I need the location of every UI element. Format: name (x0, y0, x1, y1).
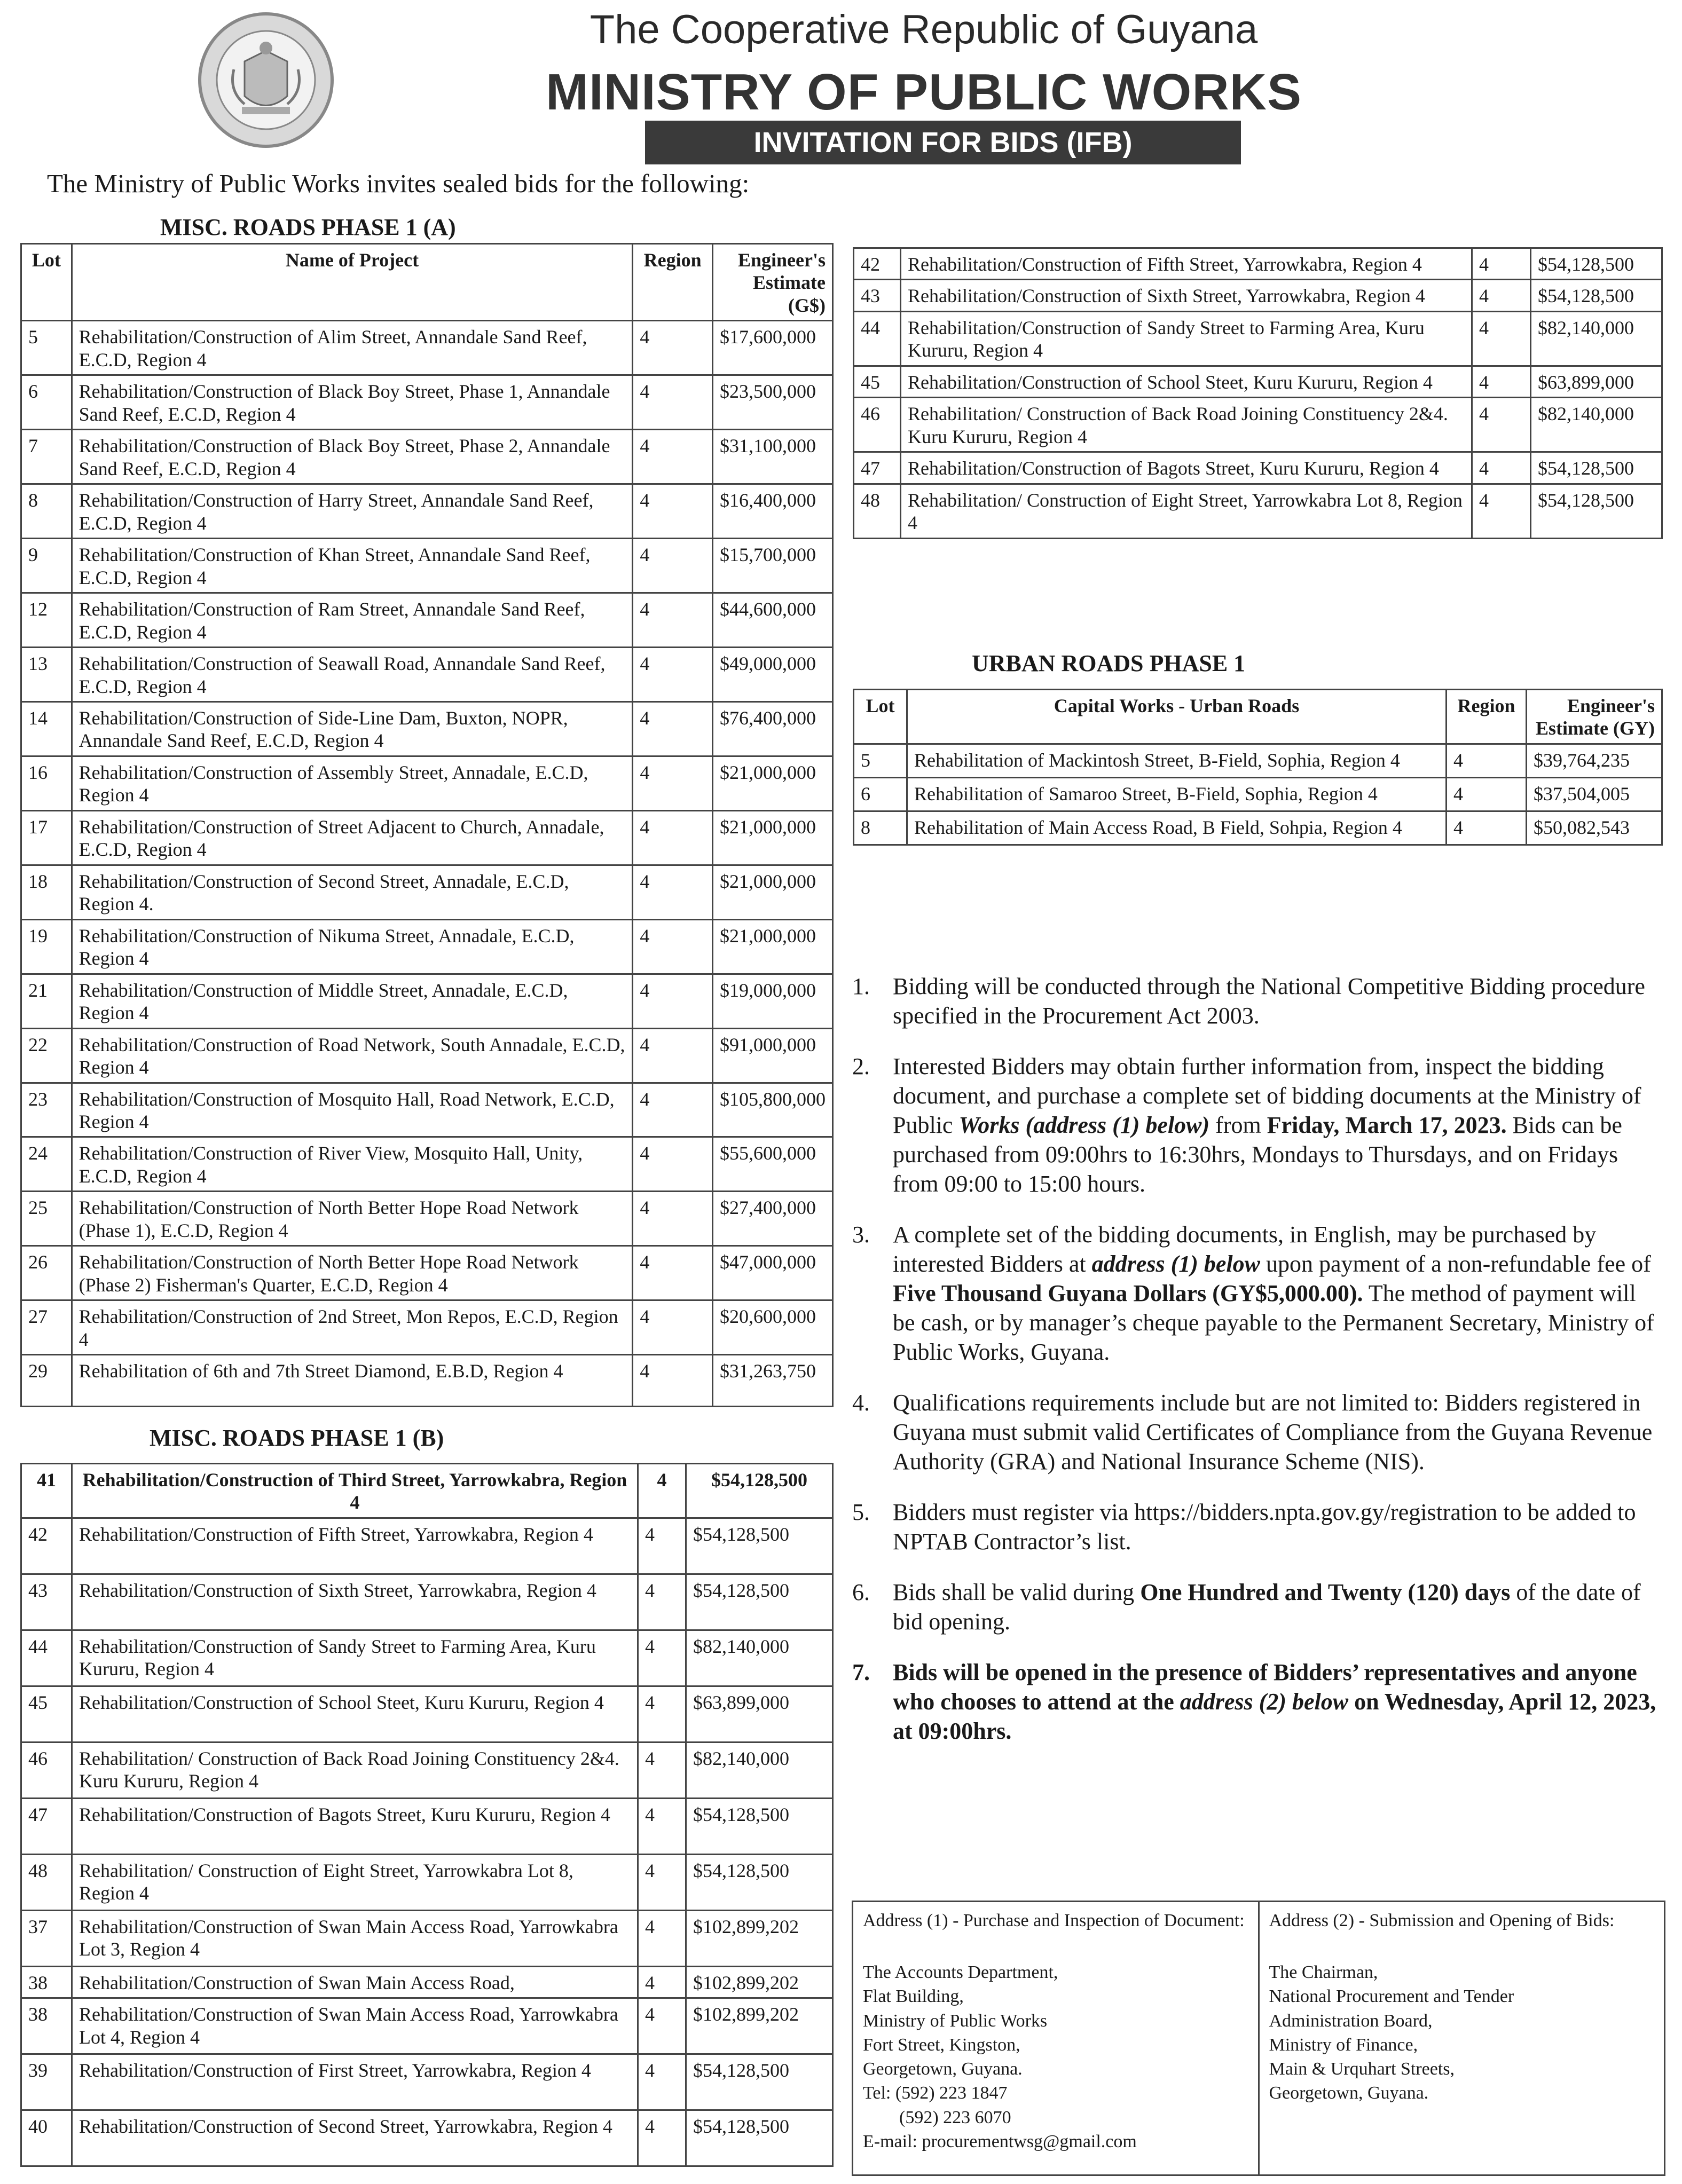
note-text (893, 1220, 1659, 1367)
phase-b-table (20, 1463, 834, 2167)
estimate-cell: $44,600,000 (713, 593, 833, 648)
project-cell: Rehabilitation/Construction of 2nd Street, Mon Repos, E.C.D, Region 4 (72, 1300, 633, 1355)
address-line: Fort Street, Kingston, (863, 2035, 1020, 2055)
region-cell: 4 (1447, 811, 1527, 845)
estimate-cell: $15,700,000 (713, 539, 833, 593)
region-cell: 4 (633, 1355, 713, 1407)
note-text-part: Works (address (1) below) (958, 1112, 1210, 1138)
address-line: The Accounts Department, (863, 1962, 1058, 1983)
region-cell: 4 (633, 321, 713, 375)
estimate-cell: $31,263,750 (713, 1355, 833, 1407)
lot-cell: 27 (21, 1300, 72, 1355)
note-text-part: Friday, March 17, 2023. (1267, 1112, 1507, 1138)
project-cell: Rehabilitation/Construction of Assembly Street, Annadale, E.C.D, Region 4 (72, 756, 633, 810)
region-cell: 4 (638, 1518, 686, 1574)
estimate-cell: $54,128,500 (686, 1854, 833, 1910)
estimate-cell: $20,600,000 (713, 1300, 833, 1355)
estimate-cell: $54,128,500 (1531, 484, 1662, 538)
table-row (21, 593, 833, 648)
lot-cell: 14 (21, 701, 72, 756)
estimate-cell: $19,000,000 (713, 974, 833, 1028)
lot-cell: 45 (21, 1686, 72, 1742)
project-cell: Rehabilitation/Construction of School Steet, Kuru Kururu, Region 4 (72, 1686, 638, 1742)
table-row (21, 1742, 833, 1798)
address-line: The Chairman, (1269, 1962, 1378, 1983)
project-cell: Rehabilitation/Construction of Bagots Street, Kuru Kururu, Region 4 (901, 452, 1472, 484)
estimate-cell: $54,128,500 (686, 1798, 833, 1854)
region-cell: 4 (638, 1998, 686, 2054)
region-cell: 4 (638, 1686, 686, 1742)
table-row (21, 539, 833, 593)
address-line: (592) 223 6070 (863, 2107, 1011, 2127)
region-cell: 4 (633, 1137, 713, 1192)
lot-cell: 23 (21, 1083, 72, 1137)
table-row (21, 1798, 833, 1854)
address-line: Main & Urquhart Streets, (1269, 2059, 1455, 2079)
lot-cell: 25 (21, 1192, 72, 1246)
table-row (854, 248, 1662, 280)
region-cell: 4 (638, 1910, 686, 1966)
table-row (21, 974, 833, 1028)
note-item (852, 1658, 1659, 1746)
note-number: 7. (852, 1659, 870, 1685)
project-cell: Rehabilitation/Construction of River View, Mosquito Hall, Unity, E.C.D, Region 4 (72, 1137, 633, 1192)
region-cell: 4 (1472, 398, 1531, 452)
lot-cell: 12 (21, 593, 72, 648)
region-cell: 4 (633, 1246, 713, 1300)
lot-cell: 38 (21, 1966, 72, 1998)
estimate-cell: $105,800,000 (713, 1083, 833, 1137)
table-row (854, 777, 1662, 811)
project-cell: Rehabilitation/ Construction of Back Road Joining Constituency 2&4. Kuru Kururu, Region 4 (901, 398, 1472, 452)
region-cell: 4 (1447, 744, 1527, 777)
region-cell: 4 (633, 484, 713, 539)
table-row (21, 865, 833, 919)
lot-cell: 46 (21, 1742, 72, 1798)
table-row (21, 919, 833, 974)
region-cell: 4 (638, 1798, 686, 1854)
lot-cell: 47 (854, 452, 901, 484)
region-cell: 4 (1472, 311, 1531, 366)
col-project-header: Name of Project (72, 244, 633, 321)
lot-cell: 43 (21, 1574, 72, 1630)
note-text (893, 1497, 1659, 1556)
lot-cell: 42 (21, 1518, 72, 1574)
project-cell: Rehabilitation/Construction of Harry Street, Annandale Sand Reef, E.C.D, Region 4 (72, 484, 633, 539)
note-text (893, 1388, 1659, 1476)
lot-cell: 5 (854, 744, 907, 777)
table-row (21, 1518, 833, 1574)
estimate-cell: $55,600,000 (713, 1137, 833, 1192)
estimate-cell: $82,140,000 (686, 1742, 833, 1798)
note-text-part: from (1209, 1112, 1267, 1138)
address-line: National Procurement and Tender (1269, 1986, 1514, 2007)
note-text (893, 1052, 1659, 1199)
col-lot-header: Lot (21, 244, 72, 321)
estimate-cell: $50,082,543 (1527, 811, 1662, 845)
col-estimate-header: Engineer's Estimate (GY) (1527, 690, 1662, 744)
project-cell: Rehabilitation of Mackintosh Street, B-Field, Sophia, Region 4 (907, 744, 1447, 777)
project-cell: Rehabilitation/Construction of Fifth Street, Yarrowkabra, Region 4 (72, 1518, 638, 1574)
address-1-heading: Address (1) - Purchase and Inspection of Document: (863, 1911, 1245, 1930)
address-line: Ministry of Public Works (863, 2010, 1048, 2031)
region-cell: 4 (1472, 280, 1531, 311)
region-cell: 4 (633, 701, 713, 756)
ministry-title: MINISTRY OF PUBLIC WORKS (546, 64, 1302, 121)
table-row (21, 756, 833, 810)
estimate-cell: $102,899,202 (686, 1966, 833, 1998)
estimate-cell: $54,128,500 (686, 2054, 833, 2110)
table-row (854, 744, 1662, 777)
republic-title: The Cooperative Republic of Guyana (590, 7, 1258, 52)
region-cell: 4 (633, 1083, 713, 1137)
project-cell: Rehabilitation/ Construction of Eight Street, Yarrowkabra Lot 8, Region 4 (901, 484, 1472, 538)
project-cell: Rehabilitation/Construction of Sandy Street to Farming Area, Kuru Kururu, Region 4 (72, 1630, 638, 1686)
intro-text: The Ministry of Public Works invites sealed bids for the following: (47, 169, 750, 198)
lot-cell: 19 (21, 919, 72, 974)
estimate-cell: $37,504,005 (1527, 777, 1662, 811)
address-1 (853, 1902, 1258, 2174)
table-row (21, 1246, 833, 1300)
estimate-cell: $54,128,500 (686, 2110, 833, 2166)
note-item (852, 1220, 1659, 1367)
project-cell: Rehabilitation/Construction of Seawall Road, Annandale Sand Reef, E.C.D, Region 4 (72, 648, 633, 702)
lot-cell: 6 (21, 375, 72, 430)
note-text-part: upon payment of a non-refundable fee of (1260, 1251, 1651, 1277)
col-lot-header: Lot (854, 690, 907, 744)
region-cell: 4 (1447, 777, 1527, 811)
estimate-cell: $82,140,000 (686, 1630, 833, 1686)
lot-cell: 26 (21, 1246, 72, 1300)
project-cell: Rehabilitation/Construction of Side-Line Dam, Buxton, NOPR, Annandale Sand Reef, E.C.D, Region 4 (72, 701, 633, 756)
table-row (21, 701, 833, 756)
lot-cell: 8 (21, 484, 72, 539)
project-cell: Rehabilitation/Construction of Bagots Street, Kuru Kururu, Region 4 (72, 1798, 638, 1854)
region-cell: 4 (638, 1742, 686, 1798)
project-cell: Rehabilitation/Construction of Middle Street, Annadale, E.C.D, Region 4 (72, 974, 633, 1028)
note-text-part: address (1) below (1091, 1251, 1260, 1277)
region-cell: 4 (638, 1966, 686, 1998)
lot-cell: 24 (21, 1137, 72, 1192)
estimate-cell: $21,000,000 (713, 865, 833, 919)
table-row (21, 1355, 833, 1407)
table-row (21, 430, 833, 484)
address-line: Georgetown, Guyana. (863, 2059, 1023, 2079)
estimate-cell: $31,100,000 (713, 430, 833, 484)
address-2 (1258, 1902, 1664, 2174)
note-number: 5. (852, 1499, 870, 1525)
table-row (854, 484, 1662, 538)
table-row (21, 1192, 833, 1246)
project-cell: Rehabilitation/Construction of Alim Street, Annandale Sand Reef, E.C.D, Region 4 (72, 321, 633, 375)
estimate-cell: $54,128,500 (1531, 452, 1662, 484)
ifb-banner: INVITATION FOR BIDS (IFB) (645, 121, 1241, 164)
phase-a-continued-table (853, 247, 1663, 539)
region-cell: 4 (633, 539, 713, 593)
region-cell: 4 (633, 974, 713, 1028)
phase-a-table (20, 243, 834, 1407)
lot-cell: 39 (21, 2054, 72, 2110)
table-row (854, 811, 1662, 845)
region-cell: 4 (633, 430, 713, 484)
lot-cell: 7 (21, 430, 72, 484)
table-row (21, 648, 833, 702)
table-header-row (21, 1464, 833, 1518)
note-text-part: address (2) below (1180, 1689, 1349, 1715)
region-cell: 4 (638, 2110, 686, 2166)
note-number: 3. (852, 1221, 870, 1248)
project-cell: Rehabilitation/Construction of Third Street, Yarrowkabra, Region 4 (72, 1464, 638, 1518)
project-cell: Rehabilitation/Construction of Swan Main Access Road, Yarrowkabra Lot 3, Region 4 (72, 1910, 638, 1966)
project-cell: Rehabilitation/Construction of Swan Main Access Road, (72, 1966, 638, 1998)
table-row (21, 375, 833, 430)
project-cell: Rehabilitation/Construction of Street Adjacent to Church, Annadale, E.C.D, Region 4 (72, 810, 633, 865)
lot-cell: 21 (21, 974, 72, 1028)
lot-cell: 38 (21, 1998, 72, 2054)
lot-cell: 16 (21, 756, 72, 810)
estimate-cell: $63,899,000 (1531, 366, 1662, 397)
region-cell: 4 (1472, 484, 1531, 538)
project-cell: Rehabilitation/Construction of Sixth Street, Yarrowkabra, Region 4 (901, 280, 1472, 311)
table-row (21, 484, 833, 539)
table-row (21, 1854, 833, 1910)
estimate-cell: $21,000,000 (713, 810, 833, 865)
note-text-part: Interested Bidders may obtain further information from, inspect the bidding document, and purchase a complete set of bidding documents at the Ministry of Public (893, 1053, 1641, 1138)
address-line: Flat Building, (863, 1986, 964, 2007)
lot-cell: 44 (21, 1630, 72, 1686)
address-box (852, 1901, 1665, 2176)
estimate-cell: $21,000,000 (713, 919, 833, 974)
region-cell: 4 (638, 2054, 686, 2110)
note-text-part: Bids shall be valid during (893, 1579, 1141, 1605)
note-text-part: Five Thousand Guyana Dollars (GY$5,000.00). (893, 1280, 1363, 1306)
table-row (21, 1300, 833, 1355)
note-item (852, 1052, 1659, 1199)
project-cell: Rehabilitation of Samaroo Street, B-Field, Sophia, Region 4 (907, 777, 1447, 811)
table-row (21, 1966, 833, 1998)
lot-cell: 29 (21, 1355, 72, 1407)
lot-cell: 40 (21, 2110, 72, 2166)
region-cell: 4 (638, 1574, 686, 1630)
estimate-cell: $54,128,500 (686, 1518, 833, 1574)
col-region-header: Region (1447, 690, 1527, 744)
region-cell: 4 (633, 1300, 713, 1355)
region-cell: 4 (633, 593, 713, 648)
lot-cell: 48 (854, 484, 901, 538)
project-cell: Rehabilitation/Construction of North Better Hope Road Network (Phase 1), E.C.D, Region 4 (72, 1192, 633, 1246)
estimate-cell: $16,400,000 (713, 484, 833, 539)
note-item (852, 1578, 1659, 1636)
estimate-cell: $82,140,000 (1531, 398, 1662, 452)
estimate-cell: $54,128,500 (686, 1464, 833, 1518)
region-cell: 4 (1472, 248, 1531, 280)
project-cell: Rehabilitation/Construction of Black Boy Street, Phase 1, Annandale Sand Reef, E.C.D, Region 4 (72, 375, 633, 430)
project-cell: Rehabilitation of Main Access Road, B Field, Sohpia, Region 4 (907, 811, 1447, 845)
note-number: 1. (852, 973, 870, 999)
col-estimate-header: Engineer's Estimate (G$) (713, 244, 833, 321)
note-item (852, 972, 1659, 1030)
table-row (21, 1028, 833, 1083)
lot-cell: 13 (21, 648, 72, 702)
estimate-cell: $47,000,000 (713, 1246, 833, 1300)
table-row (21, 1910, 833, 1966)
note-text-part: A complete set of the bidding documents, in English, may be purchased by interested Bidders at (893, 1221, 1597, 1277)
lot-cell: 18 (21, 865, 72, 919)
project-cell: Rehabilitation/Construction of Black Boy Street, Phase 2, Annandale Sand Reef, E.C.D, Region 4 (72, 430, 633, 484)
estimate-cell: $102,899,202 (686, 1910, 833, 1966)
bidding-notes (852, 972, 1659, 1767)
table-row (21, 2054, 833, 2110)
note-text-part: Bids will be opened in the presence of Bidders’ representatives and anyone who chooses to attend at the (893, 1659, 1637, 1715)
ministry-seal-icon (197, 11, 335, 149)
note-number: 4. (852, 1390, 870, 1416)
estimate-cell: $76,400,000 (713, 701, 833, 756)
table-header-row (854, 690, 1662, 744)
note-number: 2. (852, 1053, 870, 1079)
phase-b-title: MISC. ROADS PHASE 1 (B) (150, 1425, 444, 1451)
table-row (21, 321, 833, 375)
project-cell: Rehabilitation/Construction of Fifth Street, Yarrowkabra, Region 4 (901, 248, 1472, 280)
table-row (21, 1686, 833, 1742)
lot-cell: 9 (21, 539, 72, 593)
project-cell: Rehabilitation/Construction of Mosquito Hall, Road Network, E.C.D, Region 4 (72, 1083, 633, 1137)
note-text-part: The method of payment will be cash, or by manager’s cheque payable to the Permanent Secretary, Ministry of Public Works, Guyana. (893, 1280, 1654, 1365)
region-cell: 4 (633, 919, 713, 974)
table-row (21, 1137, 833, 1192)
lot-cell: 22 (21, 1028, 72, 1083)
table-row (854, 280, 1662, 311)
project-cell: Rehabilitation/Construction of Swan Main Access Road, Yarrowkabra Lot 4, Region 4 (72, 1998, 638, 2054)
region-cell: 4 (633, 375, 713, 430)
region-cell: 4 (633, 1192, 713, 1246)
table-row (854, 398, 1662, 452)
address-line: Ministry of Finance, (1269, 2035, 1418, 2055)
estimate-cell: $63,899,000 (686, 1686, 833, 1742)
project-cell: Rehabilitation/Construction of First Street, Yarrowkabra, Region 4 (72, 2054, 638, 2110)
region-cell: 4 (633, 810, 713, 865)
project-cell: Rehabilitation/Construction of Second Street, Yarrowkabra, Region 4 (72, 2110, 638, 2166)
lot-cell: 5 (21, 321, 72, 375)
table-row (21, 810, 833, 865)
address-line: Georgetown, Guyana. (1269, 2083, 1429, 2103)
estimate-cell: $54,128,500 (1531, 280, 1662, 311)
lot-cell: 44 (854, 311, 901, 366)
region-cell: 4 (638, 1854, 686, 1910)
lot-cell: 8 (854, 811, 907, 845)
urban-title: URBAN ROADS PHASE 1 (972, 650, 1246, 676)
table-row (21, 1998, 833, 2054)
note-text-part: Bidding will be conducted through the National Competitive Bidding procedure specified in the Procurement Act 2003. (893, 973, 1645, 1029)
estimate-cell: $54,128,500 (686, 1574, 833, 1630)
lot-cell: 6 (854, 777, 907, 811)
estimate-cell: $102,899,202 (686, 1998, 833, 2054)
estimate-cell: $91,000,000 (713, 1028, 833, 1083)
region-cell: 4 (633, 1028, 713, 1083)
note-text-part: One Hundred and Twenty (120) days (1140, 1579, 1511, 1605)
region-cell: 4 (1472, 366, 1531, 397)
table-row (21, 2110, 833, 2166)
address-line: E-mail: procurementwsg@gmail.com (863, 2131, 1137, 2151)
note-item (852, 1497, 1659, 1556)
lot-cell: 47 (21, 1798, 72, 1854)
table-row (854, 366, 1662, 397)
project-cell: Rehabilitation/Construction of Nikuma Street, Annadale, E.C.D, Region 4 (72, 919, 633, 974)
project-cell: Rehabilitation of 6th and 7th Street Diamond, E.B.D, Region 4 (72, 1355, 633, 1407)
estimate-cell: $17,600,000 (713, 321, 833, 375)
estimate-cell: $21,000,000 (713, 756, 833, 810)
address-line: Tel: (592) 223 1847 (863, 2083, 1008, 2103)
col-region-header: Region (633, 244, 713, 321)
project-cell: Rehabilitation/Construction of Khan Street, Annandale Sand Reef, E.C.D, Region 4 (72, 539, 633, 593)
project-cell: Rehabilitation/ Construction of Back Road Joining Constituency 2&4. Kuru Kururu, Region 4 (72, 1742, 638, 1798)
lot-cell: 41 (21, 1464, 72, 1518)
lot-cell: 17 (21, 810, 72, 865)
region-cell: 4 (1472, 452, 1531, 484)
estimate-cell: $39,764,235 (1527, 744, 1662, 777)
region-cell: 4 (633, 865, 713, 919)
table-row (21, 1083, 833, 1137)
project-cell: Rehabilitation/Construction of Road Network, South Annadale, E.C.D, Region 4 (72, 1028, 633, 1083)
address-2-heading: Address (2) - Submission and Opening of Bids: (1269, 1911, 1615, 1930)
project-cell: Rehabilitation/ Construction of Eight Street, Yarrowkabra Lot 8, Region 4 (72, 1854, 638, 1910)
note-text (893, 1658, 1659, 1746)
phase-a-title: MISC. ROADS PHASE 1 (A) (160, 214, 456, 240)
table-row (854, 311, 1662, 366)
note-text-part: Bids can be purchased from 09:00hrs to 16:30hrs, Mondays to Thursdays, and on Fridays from 09:00 to 15:00 hours. (893, 1112, 1622, 1197)
note-text-part: of the date of bid opening. (893, 1579, 1641, 1635)
lot-cell: 43 (854, 280, 901, 311)
urban-roads-table (853, 689, 1663, 846)
note-number: 6. (852, 1579, 870, 1605)
lot-cell: 48 (21, 1854, 72, 1910)
table-row (21, 1630, 833, 1686)
project-cell: Rehabilitation/Construction of Second Street, Annadale, E.C.D, Region 4. (72, 865, 633, 919)
estimate-cell: $27,400,000 (713, 1192, 833, 1246)
region-cell: 4 (633, 648, 713, 702)
region-cell: 4 (633, 756, 713, 810)
address-line: Administration Board, (1269, 2010, 1433, 2031)
col-works-header: Capital Works - Urban Roads (907, 690, 1447, 744)
estimate-cell: $82,140,000 (1531, 311, 1662, 366)
project-cell: Rehabilitation/Construction of North Better Hope Road Network (Phase 2) Fisherman's Quarter, E.C.D, Region 4 (72, 1246, 633, 1300)
note-text-part: Qualifications requirements include but are not limited to: Bidders registered in Guyana must submit valid Certificates of Compliance from the Guyana Revenue Authority (GRA) and National Insurance Scheme (NIS). (893, 1390, 1653, 1475)
project-cell: Rehabilitation/Construction of Ram Street, Annandale Sand Reef, E.C.D, Region 4 (72, 593, 633, 648)
project-cell: Rehabilitation/Construction of School Steet, Kuru Kururu, Region 4 (901, 366, 1472, 397)
region-cell: 4 (638, 1630, 686, 1686)
note-text-part: on Wednesday, April 12, 2023, at 09:00hrs. (893, 1689, 1656, 1744)
estimate-cell: $54,128,500 (1531, 248, 1662, 280)
estimate-cell: $49,000,000 (713, 648, 833, 702)
table-row (21, 1574, 833, 1630)
note-text (893, 1578, 1659, 1636)
table-header-row (21, 244, 833, 321)
lot-cell: 42 (854, 248, 901, 280)
table-row (854, 452, 1662, 484)
lot-cell: 46 (854, 398, 901, 452)
project-cell: Rehabilitation/Construction of Sandy Street to Farming Area, Kuru Kururu, Region 4 (901, 311, 1472, 366)
lot-cell: 37 (21, 1910, 72, 1966)
note-text (893, 972, 1659, 1030)
lot-cell: 45 (854, 366, 901, 397)
note-item (852, 1388, 1659, 1476)
region-cell: 4 (638, 1464, 686, 1518)
project-cell: Rehabilitation/Construction of Sixth Street, Yarrowkabra, Region 4 (72, 1574, 638, 1630)
estimate-cell: $23,500,000 (713, 375, 833, 430)
note-text-part: Bidders must register via https://bidders.npta.gov.gy/registration to be added to NPTAB Contractor’s list. (893, 1499, 1636, 1555)
